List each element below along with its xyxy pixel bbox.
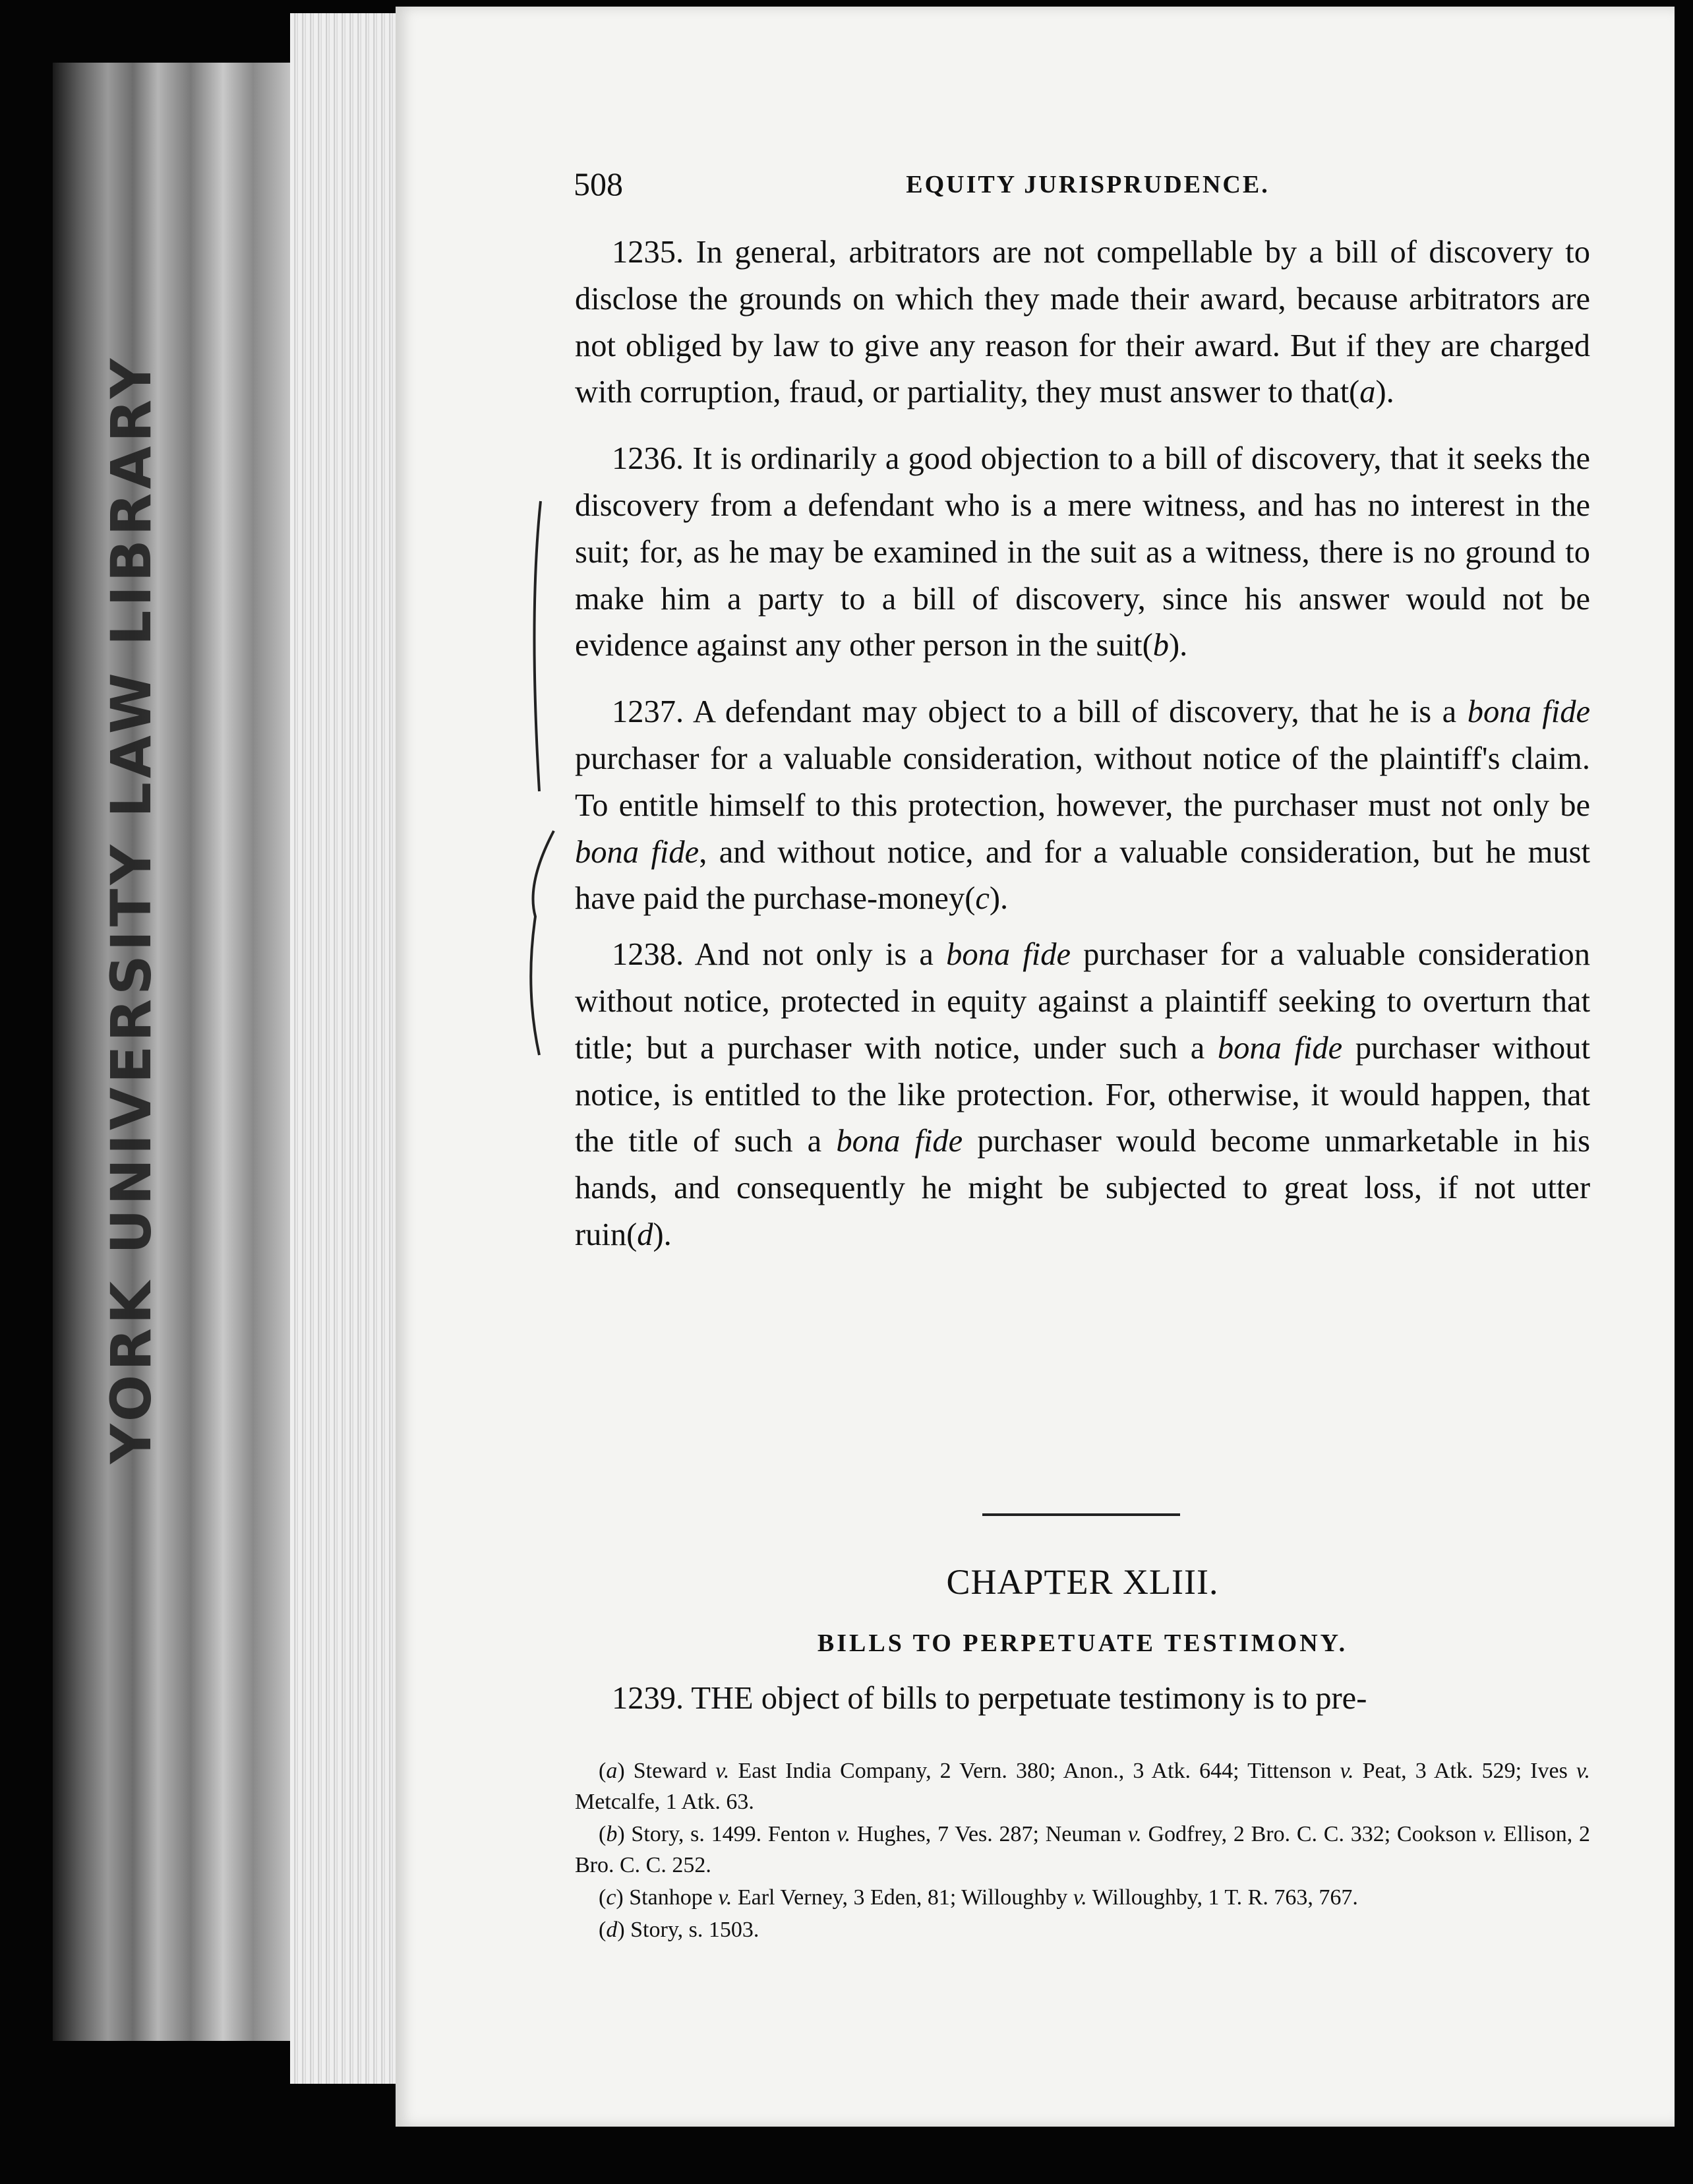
footnote-c-run-5: v. (1073, 1885, 1087, 1910)
footnote-a-run-7: v. (1576, 1759, 1590, 1783)
paragraph-1237-run-1: bona fide (1467, 694, 1590, 730)
paragraph-1237-run-6: ). (989, 881, 1009, 917)
paragraph-1237-run-0: 1237. A defendant may object to a bill of discovery, that he is a (612, 694, 1468, 730)
footnote-a-run-8: Metcalfe, 1 Atk. 63. (575, 1790, 754, 1814)
footnote-a-run-6: Peat, 3 Atk. 529; Ives (1353, 1759, 1576, 1783)
footnote-a-run-1: a (606, 1759, 618, 1783)
paragraph-1239: 1239. THE object of bills to perpetuate testimony is to pre- (612, 1681, 1367, 1716)
paragraph-1238-run-0: 1238. And not only is a (612, 937, 947, 973)
footnote-d-run-1: d (606, 1918, 618, 1942)
library-stamp: YORK UNIVERSITY LAW LIBRARY (99, 354, 163, 1464)
paragraph-1238-run-3: bona fide (1217, 1030, 1343, 1066)
footnote-c-run-4: Earl Verney, 3 Eden, 81; Willoughby (732, 1885, 1073, 1910)
footnote-c-run-1: c (606, 1885, 616, 1910)
paragraph-1238-run-8: ). (653, 1217, 672, 1252)
margin-pencil-marks (521, 488, 574, 1068)
footnote-c-run-6: Willoughby, 1 T. R. 763, 767. (1086, 1885, 1358, 1910)
paragraph-1238-run-5: bona fide (836, 1124, 963, 1159)
footnotes (575, 1755, 1590, 1947)
footnote-d (575, 1914, 1590, 1945)
paragraph-1238-run-6: purchaser would become unmarketable in his hands, and consequently he might be subjected to great loss, if not utter ruin( (575, 1124, 1590, 1252)
footnote-d-run-2: ) Story, s. 1503. (617, 1918, 759, 1942)
running-title: EQUITY JURISPRUDENCE. (906, 171, 1270, 198)
footnote-b-run-2: ) Story, s. 1499. Fenton (617, 1822, 837, 1846)
footnote-b (575, 1819, 1590, 1881)
footnote-c-run-2: ) Stanhope (616, 1885, 719, 1910)
paragraph-1238-run-1: bona fide (946, 937, 1071, 973)
paragraph-1238-run-4: purchaser without notice, is entitled to the like protection. For, otherwise, it would happen, that the title of such a (575, 1030, 1590, 1159)
footnote-a-run-3: v. (715, 1759, 730, 1783)
footnote-b-run-7: v. (1483, 1822, 1497, 1846)
paragraph-1237-run-2: purchaser for a valuable consideration, without notice of the plaintiff's claim. To entitle himself to this protection, however, the purchaser must not only be (575, 741, 1590, 823)
footnote-c-run-3: v. (718, 1885, 732, 1910)
paragraph-1237-run-4: , and without notice, and for a valuable consideration, but he must have paid the purchase-money( (575, 834, 1591, 917)
paragraph-1236-run-0: 1236. It is ordinarily a good objection to a bill of discovery, that it seeks the discovery from a defendant who is a mere witness, and has no interest in the suit; for, as he may be examined in the suit as a witness, there is no ground to make him a party to a bill of discovery, since his answer would not be evidence against any other person in the suit( (575, 441, 1590, 663)
page-edges (290, 13, 409, 2084)
paragraph-1236-run-2: ). (1169, 628, 1188, 663)
footnote-a (575, 1755, 1590, 1817)
footnote-b-run-0: ( (599, 1822, 607, 1846)
paragraph-1235-run-1: a (1359, 375, 1376, 410)
margin-mark-1237 (531, 831, 554, 1055)
chapter-subtitle: BILLS TO PERPETUATE TESTIMONY. (817, 1629, 1348, 1657)
margin-mark-1236 (534, 501, 541, 791)
paragraph-1235 (575, 229, 1590, 416)
paragraph-1236 (575, 436, 1590, 669)
body-text (575, 229, 1590, 1279)
footnote-c-run-0: ( (599, 1885, 607, 1910)
paragraph-1237 (575, 689, 1590, 923)
footnote-a-run-0: ( (599, 1759, 607, 1783)
footnote-a-run-4: East India Company, 2 Vern. 380; Anon., 3 Atk. 644; Tittenson (729, 1759, 1340, 1783)
footnote-d-run-0: ( (599, 1918, 607, 1942)
paragraph-1238 (575, 932, 1590, 1259)
footnote-a-run-5: v. (1340, 1759, 1354, 1783)
paragraph-1236-run-1: b (1152, 628, 1170, 663)
footnote-b-run-3: v. (837, 1822, 851, 1846)
footnote-b-run-8: Ellison, 2 Bro. C. C. 252. (575, 1822, 1591, 1877)
footnote-b-run-6: Godfrey, 2 Bro. C. C. 332; Cookson (1141, 1822, 1483, 1846)
paragraph-1237-run-5: c (975, 881, 990, 917)
paragraph-1238-run-7: d (637, 1217, 653, 1252)
section-rule (982, 1513, 1180, 1516)
paragraph-1235-run-0: 1235. In general, arbitrators are not compellable by a bill of discovery to disclose the grounds on which they made their award, because arbitrators are not obliged by law to give any reason for their award. But if they are charged with corruption, fraud, or partiality, they must answer to that( (575, 235, 1590, 410)
footnote-a-run-2: ) Steward (617, 1759, 716, 1783)
paragraph-1238-run-2: purchaser for a valuable consideration without notice, protected in equity against a plaintiff seeking to overturn that title; but a purchaser with notice, under such a (575, 937, 1590, 1066)
page-number: 508 (574, 166, 623, 202)
paragraph-1235-run-2: ). (1375, 375, 1394, 410)
footnote-b-run-5: v. (1127, 1822, 1142, 1846)
footnote-b-run-4: Hughes, 7 Ves. 287; Neuman (850, 1822, 1128, 1846)
footnote-b-run-1: b (606, 1822, 618, 1846)
paragraph-1237-run-3: bona fide (575, 834, 699, 870)
footnote-c (575, 1882, 1590, 1913)
chapter-heading: CHAPTER XLIII. (946, 1562, 1219, 1602)
